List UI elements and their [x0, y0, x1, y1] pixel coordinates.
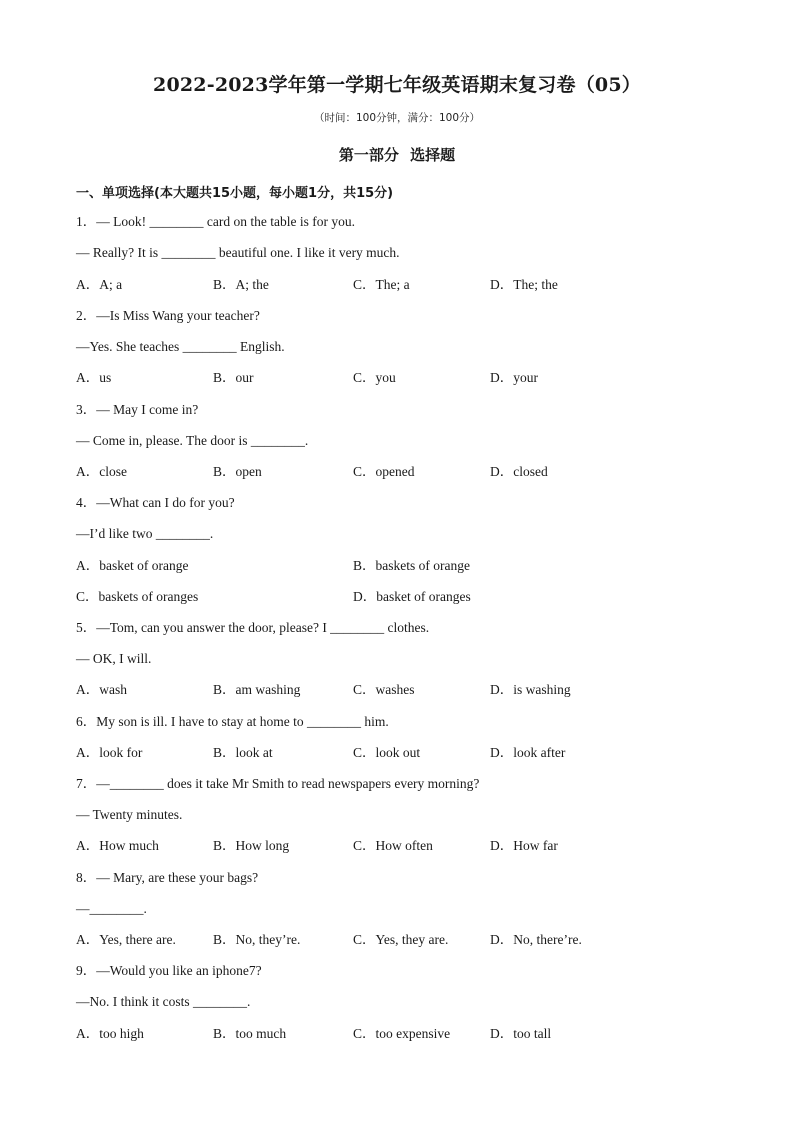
section-heading: 一、单项选择(本大题共15小题，每小题1分，共15分)	[76, 186, 394, 201]
question-7-line-2: — Twenty minutes.	[76, 807, 183, 822]
question-5-option-a: A．wash	[76, 682, 127, 697]
question-5-option-b: B．am washing	[213, 682, 301, 697]
question-8-option-d: D．No, there’re.	[490, 932, 582, 947]
question-2-line-1: 2．—Is Miss Wang your teacher?	[76, 308, 260, 323]
question-1-line-1: 1．— Look! ________ card on the table is for you.	[76, 214, 355, 229]
question-1-option-a: A．A; a	[76, 277, 123, 292]
question-7-option-b: B．How long	[213, 838, 290, 853]
question-5-option-c: C．washes	[353, 682, 415, 697]
question-3-option-b: B．open	[213, 464, 262, 479]
question-9-option-c: C．too expensive	[353, 1026, 451, 1041]
question-3-option-d: D．closed	[490, 464, 548, 479]
question-7-option-a: A．How much	[76, 838, 159, 853]
question-5-line-1: 5．—Tom, can you answer the door, please? I ________ clothes.	[76, 620, 430, 635]
question-5-line-2: — OK, I will.	[76, 651, 152, 666]
question-9-line-1: 9．—Would you like an iphone7?	[76, 963, 262, 978]
question-6-line-1: 6．My son is ill. I have to stay at home to ________ him.	[76, 714, 389, 729]
question-4-option-c: C．baskets of oranges	[76, 589, 199, 604]
question-2-line-2: —Yes. She teaches ________ English.	[76, 339, 285, 354]
question-9-option-b: B．too much	[213, 1026, 287, 1041]
question-3-option-a: A．close	[76, 464, 127, 479]
question-4-line-2: —I’d like two ________.	[76, 526, 214, 541]
question-4-option-d: D．basket of oranges	[353, 589, 471, 604]
question-8-line-2: —________.	[76, 901, 147, 916]
question-9-option-d: D．too tall	[490, 1026, 552, 1041]
question-7-option-d: D．How far	[490, 838, 558, 853]
question-1-line-2: — Really? It is ________ beautiful one. I like it very much.	[76, 245, 400, 260]
question-6-option-a: A．look for	[76, 745, 143, 760]
question-3-line-1: 3．— May I come in?	[76, 402, 199, 417]
question-3-line-2: — Come in, please. The door is ________.	[76, 433, 309, 448]
question-2-option-d: D．your	[490, 370, 538, 385]
question-6-option-b: B．look at	[213, 745, 273, 760]
question-7-option-c: C．How often	[353, 838, 433, 853]
question-8-line-1: 8．— Mary, are these your bags?	[76, 870, 259, 885]
question-1-option-c: C．The; a	[353, 277, 410, 292]
question-8-option-a: A．Yes, there are.	[76, 932, 176, 947]
question-6-option-d: D．look after	[490, 745, 566, 760]
question-6-option-c: C．look out	[353, 745, 421, 760]
question-2-option-c: C．you	[353, 370, 396, 385]
page-title: 2022-2023学年第一学期七年级英语期末复习卷（05）	[153, 74, 641, 96]
question-8-option-b: B．No, they’re.	[213, 932, 301, 947]
question-3-option-c: C．opened	[353, 464, 415, 479]
question-5-option-d: D．is washing	[490, 682, 571, 697]
part-heading: 第一部分 选择题	[338, 146, 456, 164]
question-2-option-b: B．our	[213, 370, 254, 385]
question-4-option-b: B．baskets of orange	[353, 558, 470, 573]
question-9-line-2: —No. I think it costs ________.	[76, 994, 251, 1009]
question-4-option-a: A．basket of orange	[76, 558, 189, 573]
question-9-option-a: A．too high	[76, 1026, 144, 1041]
exam-time-info: （时间：100分钟，满分：100分）	[313, 112, 481, 124]
question-2-option-a: A．us	[76, 370, 112, 385]
question-4-line-1: 4．—What can I do for you?	[76, 495, 235, 510]
question-1-option-d: D．The; the	[490, 277, 558, 292]
question-8-option-c: C．Yes, they are.	[353, 932, 449, 947]
question-1-option-b: B．A; the	[213, 277, 269, 292]
question-7-line-1: 7．—________ does it take Mr Smith to read newspapers every morning?	[76, 776, 480, 791]
